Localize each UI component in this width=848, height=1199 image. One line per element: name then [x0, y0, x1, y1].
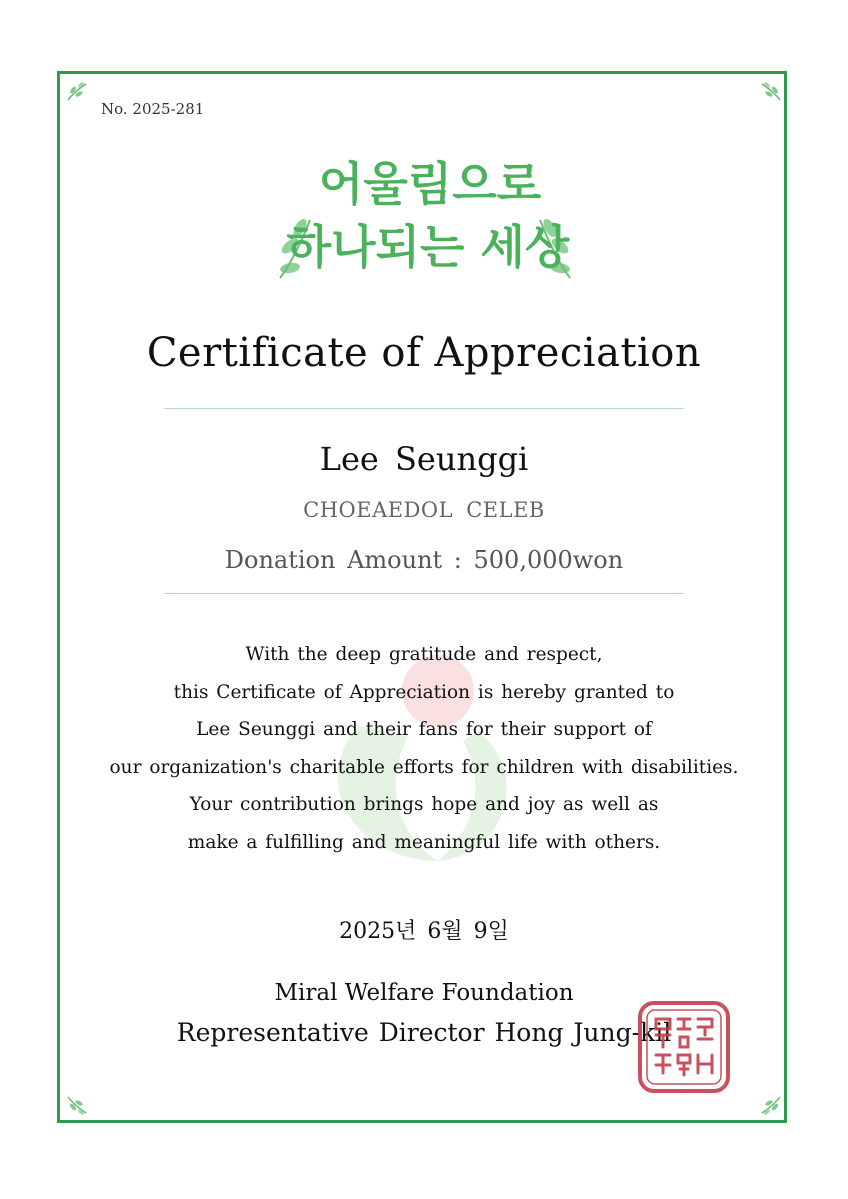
message-line: this Certificate of Appreciation is hereby granted to	[173, 681, 675, 703]
divider	[164, 593, 684, 594]
message-line: make a fulfilling and meaningful life with others.	[187, 831, 661, 853]
slogan-logo	[270, 128, 580, 298]
message-line: Your contribution brings hope and joy as well as	[189, 794, 659, 816]
corner-leaf-ornament	[758, 78, 784, 104]
slogan-line2: 하나되는 세상	[286, 220, 570, 274]
divider	[164, 408, 684, 409]
certificate-number: No. 2025-281	[101, 100, 205, 118]
appreciation-message	[60, 636, 788, 862]
message-line: our organization's charitable efforts for children with disabilities.	[109, 756, 739, 778]
organization-name: Miral Welfare Foundation	[274, 980, 574, 1006]
recipient-name: Lee Seunggi	[319, 440, 529, 478]
issue-date: 2025년 6월 9일	[339, 919, 509, 944]
seal-text: 미랄복지재단	[681, 1093, 687, 1094]
slogan-line1: 어울림으로	[318, 157, 542, 211]
corner-leaf-ornament	[758, 1093, 784, 1119]
signatory-name: Representative Director Hong Jung-kil	[176, 1018, 672, 1047]
donation-amount: Donation Amount : 500,000won	[224, 546, 624, 574]
corner-leaf-ornament	[64, 78, 90, 104]
corner-leaf-ornament	[64, 1093, 90, 1119]
message-line: With the deep gratitude and respect,	[245, 644, 603, 665]
recipient-group: CHOEAEDOL CELEB	[303, 498, 545, 522]
message-line: Lee Seunggi and their fans for their support of	[196, 719, 652, 741]
official-seal-stamp	[636, 999, 732, 1095]
certificate-title: Certificate of Appreciation	[146, 330, 702, 376]
